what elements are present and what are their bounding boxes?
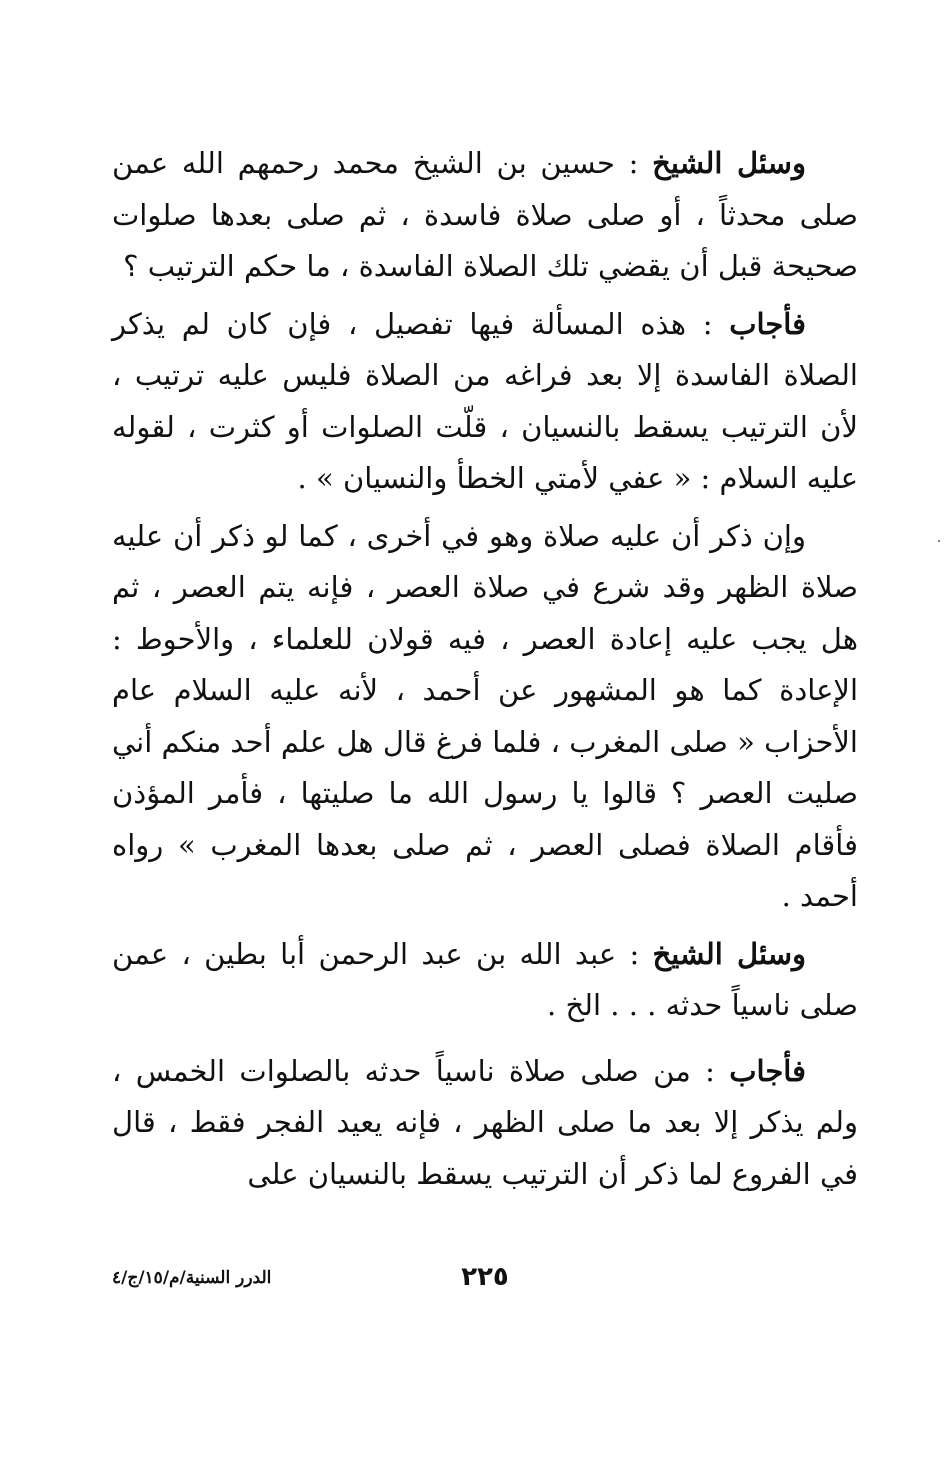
paragraph-answer-1-continued [112,511,858,923]
paragraph-text: : من صلى صلاة ناسياً حدثه بالصلوات الخمس ، ولم يذكر إلا بعد ما صلى الظهر ، فإنه يعيد الفجر فقط ، قال في الفروع لما ذكر أن الترتيب يسقط بالنسيان على [112,1053,858,1191]
margin-dot [938,540,940,542]
paragraph-answer-2 [112,1046,858,1201]
paragraph-text: : حسين بن الشيخ محمد رحمهم الله عمن صلى محدثاً ، أو صلى صلاة فاسدة ، ثم صلى بعدها صلوات صحيحة قبل أن يقضي تلك الصلاة الفاسدة ، ما حكم الترتيب ؟ [112,146,858,283]
paragraph-text: : عبد الله بن عبد الرحمن أبا بطين ، عمن صلى ناسياً حدثه . . . الخ . [112,936,858,1022]
paragraph-answer-1 [112,299,858,505]
paragraph-text: : هذه المسألة فيها تفصيل ، فإن كان لم يذكر الصلاة الفاسدة إلا بعد فراغه من الصلاة فليس عليه ترتيب ، لأن الترتيب يسقط بالنسيان ، قلّت الصلوات أو كثرت ، لقوله عليه السلام : « عفي لأمتي الخطأ والنسيان » . [112,306,858,495]
page-number: ٢٢٥ [461,1262,509,1292]
paragraph-lead: وسئل الشيخ [652,936,806,971]
paragraph-lead: فأجاب [729,1053,806,1088]
paragraph-question-2 [112,929,858,1032]
paragraph-lead: وسئل الشيخ [652,146,806,180]
paragraph-question-1 [112,138,858,293]
page-footer [112,1262,858,1302]
paragraph-lead: فأجاب [729,306,806,341]
page-body [112,138,858,1206]
paragraph-text: وإن ذكر أن عليه صلاة وهو في أخرى ، كما لو ذكر أن عليه صلاة الظهر وقد شرع في صلاة العصر ، فإنه يتم العصر ، ثم هل يجب عليه إعادة العصر ، فيه قولان للعلماء ، والأحوط : الإعادة كما هو المشهور عن أحمد ، لأنه عليه السلام عام الأحزاب « صلى المغرب ، فلما فرغ قال هل علم أحد منكم أني صليت العصر ؟ قالوا يا رسول الله ما صليتها ، فأمر المؤذن فأقام الصلاة فصلى العصر ، ثم صلى بعدها المغرب » رواه أحمد . [112,518,858,913]
source-reference: الدرر السنية/م/١٥/ج/٤ [112,1268,272,1288]
